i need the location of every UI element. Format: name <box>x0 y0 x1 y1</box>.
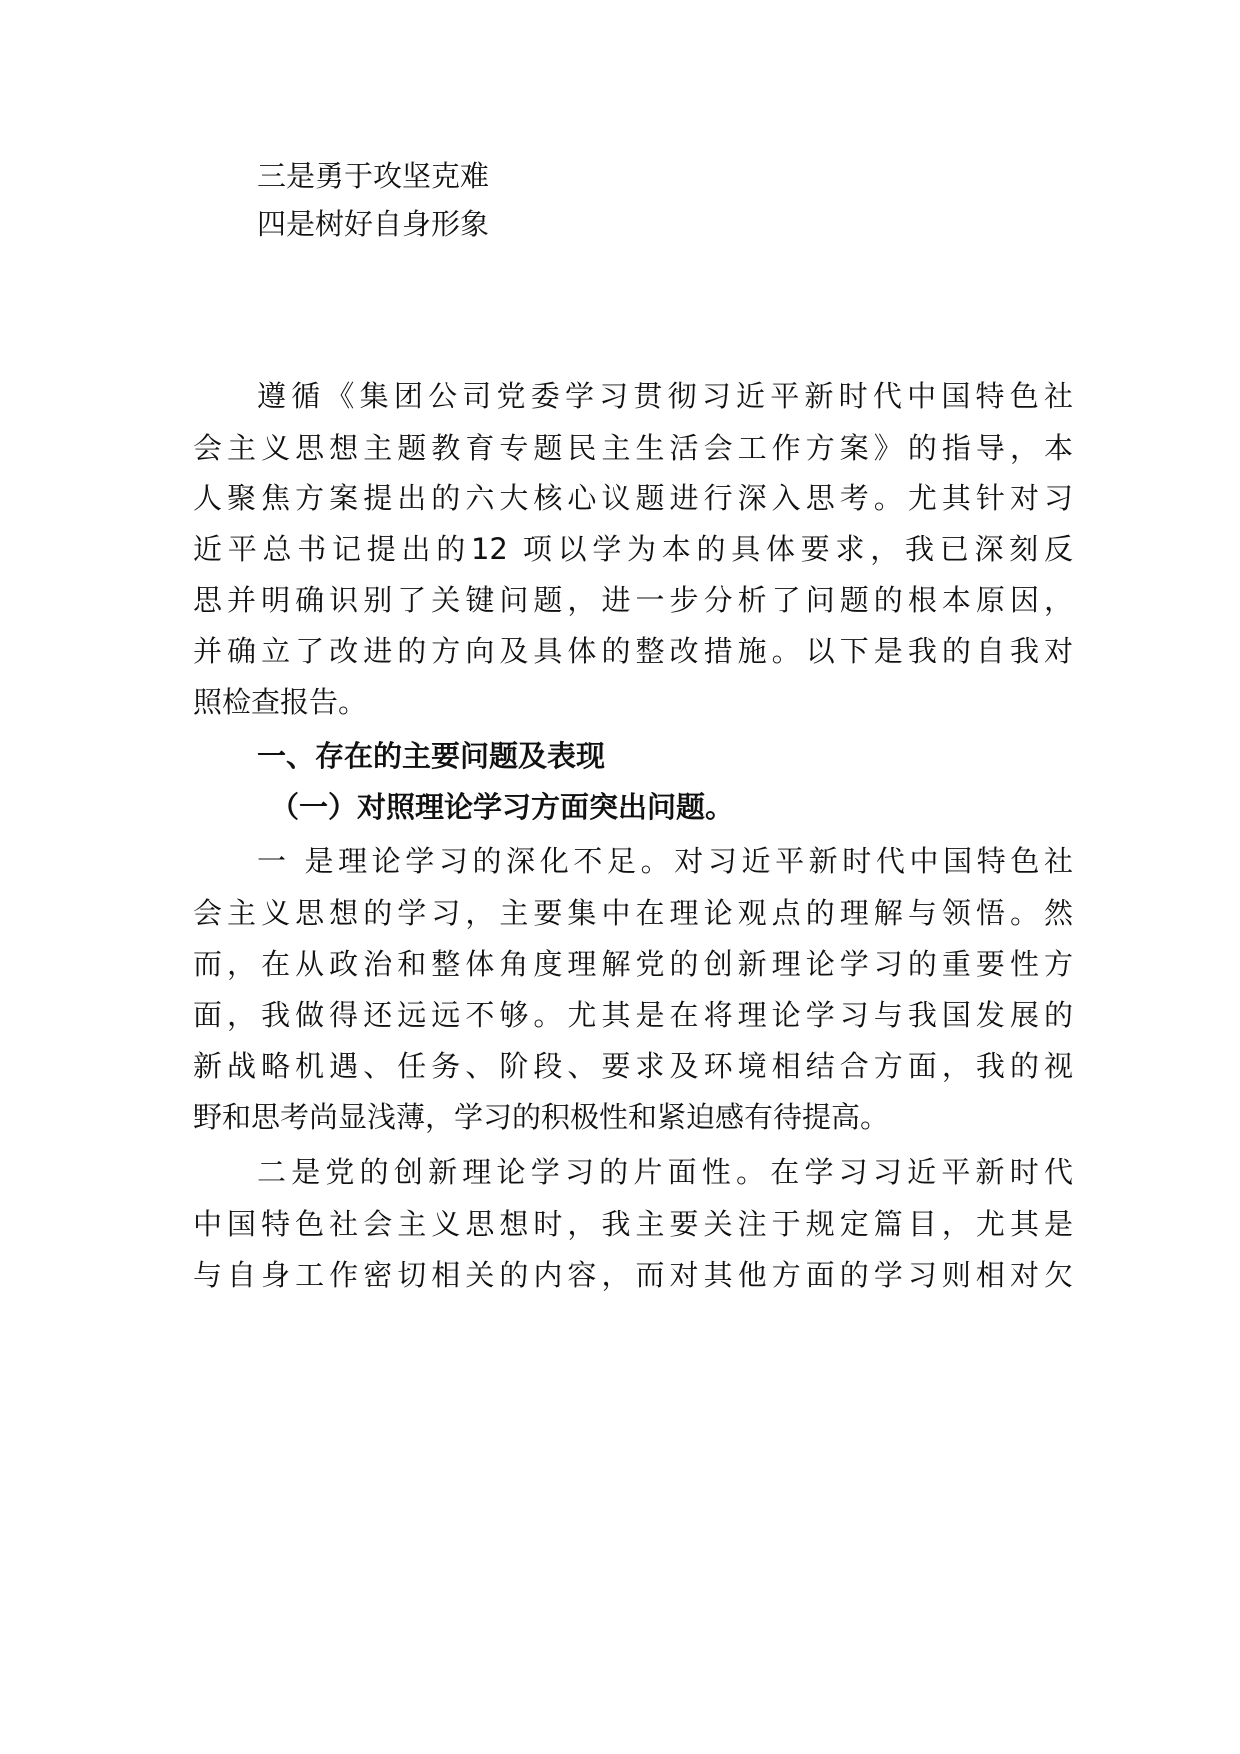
point2-line-3: 与自身工作密切相关的内容，而对其他方面的学习则相对欠 <box>193 1258 1073 1292</box>
intro-line-5: 思并明确识别了关键问题，进一步分析了问题的根本原因， <box>193 583 1073 617</box>
top-item-2: 四是树好自身形象 <box>257 207 490 241</box>
intro-line-4: 近平总书记提出的12 项以学为本的具体要求，我已深刻反 <box>193 532 1073 566</box>
point1-line-3: 而，在从政治和整体角度理解党的创新理论学习的重要性方 <box>193 947 1073 981</box>
point2-line-1: 二是党的创新理论学习的片面性。在学习习近平新时代 <box>257 1155 1073 1189</box>
point1-line-2: 会主义思想的学习，主要集中在理论观点的理解与领悟。然 <box>193 896 1073 930</box>
section-heading: 一、存在的主要问题及表现 <box>257 739 606 773</box>
point1-line-1: 一 是理论学习的深化不足。对习近平新时代中国特色社 <box>257 844 1073 878</box>
point1-line-4: 面，我做得还远远不够。尤其是在将理论学习与我国发展的 <box>193 998 1073 1032</box>
intro-line-7: 照检查报告。 <box>193 685 368 719</box>
subsection-heading: （一）对照理论学习方面突出问题。 <box>270 790 735 824</box>
point1-line-6: 野和思考尚显浅薄，学习的积极性和紧迫感有待提高。 <box>193 1100 890 1134</box>
top-item-1: 三是勇于攻坚克难 <box>257 159 490 193</box>
point1-line-5: 新战略机遇、任务、阶段、要求及环境相结合方面，我的视 <box>193 1049 1073 1083</box>
intro-line-2: 会主义思想主题教育专题民主生活会工作方案》的指导，本 <box>193 431 1073 465</box>
intro-line-1: 遵循《集团公司党委学习贯彻习近平新时代中国特色社 <box>257 379 1073 413</box>
intro-line-6: 并确立了改进的方向及具体的整改措施。以下是我的自我对 <box>193 634 1073 668</box>
intro-line-3: 人聚焦方案提出的六大核心议题进行深入思考。尤其针对习 <box>193 481 1073 515</box>
point2-line-2: 中国特色社会主义思想时，我主要关注于规定篇目，尤其是 <box>193 1207 1073 1241</box>
